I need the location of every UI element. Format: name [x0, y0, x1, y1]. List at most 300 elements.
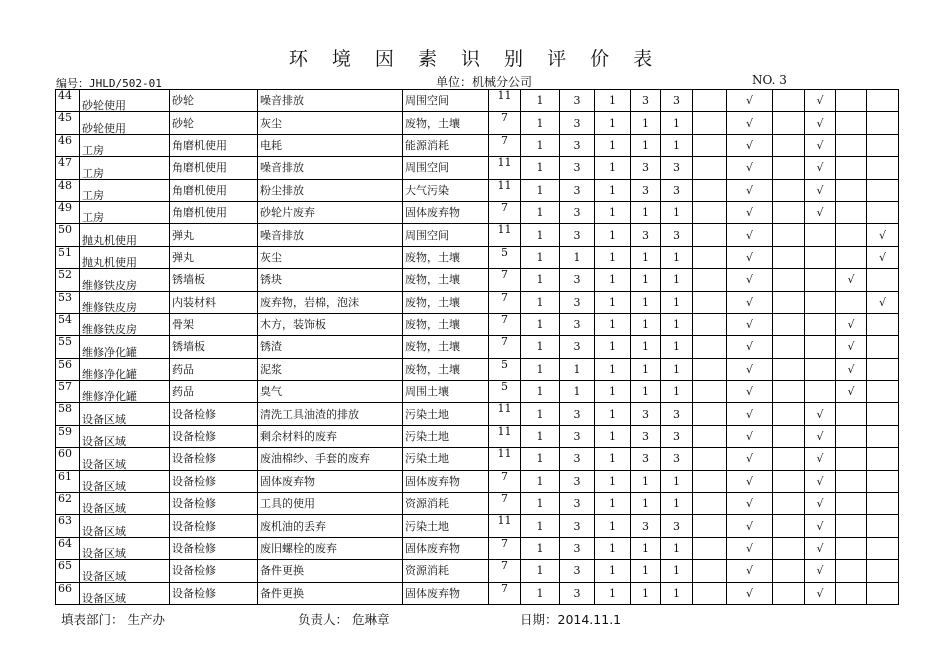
criterion-d-cell: 1	[631, 246, 661, 268]
mark-d-cell	[836, 403, 867, 425]
evaluation-table	[55, 89, 899, 605]
row-number: 62	[56, 493, 80, 515]
score-cell: 11	[489, 224, 521, 246]
criterion-a-cell: 1	[521, 537, 560, 559]
mark-b-cell	[773, 403, 805, 425]
mark-c-cell: √	[805, 515, 836, 537]
table-row	[56, 246, 899, 268]
criterion-c-cell: 1	[595, 560, 631, 582]
criterion-d-cell: 1	[631, 313, 661, 335]
criterion-d-cell: 1	[631, 381, 661, 403]
score-cell: 11	[489, 157, 521, 179]
table-row	[56, 201, 899, 223]
area-cell: 设备区域	[80, 448, 170, 470]
mark-e-cell	[867, 134, 899, 156]
row-number: 48	[56, 179, 80, 201]
criterion-c-cell: 1	[595, 246, 631, 268]
mark-c-cell	[805, 269, 836, 291]
criterion-a-cell: 1	[521, 381, 560, 403]
blank-cell	[693, 112, 727, 134]
document-title: 环 境 因 素 识 别 评 价 表	[288, 48, 662, 70]
criterion-a-cell: 1	[521, 336, 560, 358]
criterion-b-cell: 3	[560, 470, 595, 492]
mark-c-cell: √	[805, 537, 836, 559]
row-number: 53	[56, 291, 80, 313]
criterion-b-cell: 3	[560, 582, 595, 604]
mark-d-cell	[836, 179, 867, 201]
table-row	[56, 179, 899, 201]
footer-responsible: 负责人： 危琳章	[298, 612, 390, 627]
row-number: 58	[56, 403, 80, 425]
area-cell: 设备区域	[80, 560, 170, 582]
factor-cell: 粉尘排放	[258, 179, 403, 201]
mark-b-cell	[773, 291, 805, 313]
criterion-e-cell: 3	[661, 448, 693, 470]
area-cell: 设备区域	[80, 493, 170, 515]
blank-cell	[693, 537, 727, 559]
table-row	[56, 358, 899, 380]
mark-e-cell: √	[867, 291, 899, 313]
area-cell: 维修净化罐	[80, 381, 170, 403]
activity-cell: 内装材料	[170, 291, 258, 313]
mark-a-cell: √	[727, 448, 773, 470]
mark-a-cell: √	[727, 246, 773, 268]
mark-a-cell: √	[727, 157, 773, 179]
factor-cell: 锈块	[258, 269, 403, 291]
criterion-b-cell: 3	[560, 336, 595, 358]
criterion-b-cell: 3	[560, 134, 595, 156]
criterion-d-cell: 1	[631, 201, 661, 223]
criterion-e-cell: 3	[661, 224, 693, 246]
area-cell: 工房	[80, 179, 170, 201]
mark-b-cell	[773, 112, 805, 134]
mark-e-cell	[867, 381, 899, 403]
score-cell: 7	[489, 269, 521, 291]
row-number: 56	[56, 358, 80, 380]
mark-d-cell	[836, 112, 867, 134]
mark-a-cell: √	[727, 515, 773, 537]
activity-cell: 角磨机使用	[170, 157, 258, 179]
impact-cell: 污染土地	[403, 403, 489, 425]
area-cell: 维修铁皮房	[80, 291, 170, 313]
criterion-d-cell: 3	[631, 515, 661, 537]
table-row	[56, 493, 899, 515]
criterion-e-cell: 1	[661, 269, 693, 291]
criterion-b-cell: 3	[560, 537, 595, 559]
criterion-b-cell: 3	[560, 403, 595, 425]
mark-a-cell: √	[727, 403, 773, 425]
criterion-e-cell: 1	[661, 493, 693, 515]
criterion-d-cell: 1	[631, 112, 661, 134]
blank-cell	[693, 515, 727, 537]
area-cell: 设备区域	[80, 425, 170, 447]
factor-cell: 工具的使用	[258, 493, 403, 515]
activity-cell: 砂轮	[170, 90, 258, 112]
criterion-c-cell: 1	[595, 381, 631, 403]
impact-cell: 废物，土壤	[403, 269, 489, 291]
blank-cell	[693, 291, 727, 313]
mark-e-cell	[867, 90, 899, 112]
mark-a-cell: √	[727, 112, 773, 134]
score-cell: 7	[489, 201, 521, 223]
criterion-c-cell: 1	[595, 313, 631, 335]
criterion-d-cell: 1	[631, 291, 661, 313]
row-number: 60	[56, 448, 80, 470]
criterion-e-cell: 1	[661, 582, 693, 604]
impact-cell: 周围空间	[403, 157, 489, 179]
blank-cell	[693, 358, 727, 380]
area-cell: 设备区域	[80, 403, 170, 425]
mark-a-cell: √	[727, 493, 773, 515]
criterion-c-cell: 1	[595, 425, 631, 447]
mark-d-cell	[836, 515, 867, 537]
blank-cell	[693, 470, 727, 492]
blank-cell	[693, 224, 727, 246]
score-cell: 11	[489, 515, 521, 537]
impact-cell: 周围土壤	[403, 381, 489, 403]
criterion-d-cell: 1	[631, 358, 661, 380]
criterion-a-cell: 1	[521, 246, 560, 268]
row-number: 50	[56, 224, 80, 246]
footer-date: 日期：2014.11.1	[520, 612, 622, 627]
mark-e-cell	[867, 336, 899, 358]
criterion-b-cell: 3	[560, 201, 595, 223]
impact-cell: 大气污染	[403, 179, 489, 201]
criterion-d-cell: 3	[631, 403, 661, 425]
blank-cell	[693, 425, 727, 447]
criterion-c-cell: 1	[595, 90, 631, 112]
mark-e-cell	[867, 157, 899, 179]
row-number: 44	[56, 90, 80, 112]
mark-b-cell	[773, 179, 805, 201]
criterion-a-cell: 1	[521, 448, 560, 470]
activity-cell: 设备检修	[170, 448, 258, 470]
mark-c-cell	[805, 358, 836, 380]
score-cell: 7	[489, 537, 521, 559]
criterion-c-cell: 1	[595, 134, 631, 156]
mark-a-cell: √	[727, 201, 773, 223]
mark-a-cell: √	[727, 425, 773, 447]
mark-e-cell	[867, 515, 899, 537]
area-cell: 砂轮使用	[80, 112, 170, 134]
criterion-a-cell: 1	[521, 515, 560, 537]
factor-cell: 清洗工具油渣的排放	[258, 403, 403, 425]
mark-b-cell	[773, 425, 805, 447]
row-number: 46	[56, 134, 80, 156]
criterion-c-cell: 1	[595, 448, 631, 470]
criterion-e-cell: 1	[661, 358, 693, 380]
activity-cell: 设备检修	[170, 537, 258, 559]
criterion-a-cell: 1	[521, 425, 560, 447]
impact-cell: 固体废弃物	[403, 582, 489, 604]
activity-cell: 骨架	[170, 313, 258, 335]
table-row	[56, 90, 899, 112]
mark-c-cell	[805, 381, 836, 403]
criterion-c-cell: 1	[595, 179, 631, 201]
criterion-d-cell: 1	[631, 470, 661, 492]
row-number: 63	[56, 515, 80, 537]
mark-b-cell	[773, 448, 805, 470]
mark-c-cell: √	[805, 90, 836, 112]
mark-d-cell	[836, 201, 867, 223]
mark-a-cell: √	[727, 470, 773, 492]
impact-cell: 周围空间	[403, 224, 489, 246]
impact-cell: 污染土地	[403, 515, 489, 537]
criterion-e-cell: 1	[661, 336, 693, 358]
impact-cell: 资源消耗	[403, 493, 489, 515]
factor-cell: 木方，装饰板	[258, 313, 403, 335]
document-unit: 单位：机械分公司	[436, 75, 533, 89]
area-cell: 设备区域	[80, 515, 170, 537]
activity-cell: 锈墙板	[170, 336, 258, 358]
blank-cell	[693, 201, 727, 223]
area-cell: 工房	[80, 157, 170, 179]
blank-cell	[693, 381, 727, 403]
criterion-c-cell: 1	[595, 269, 631, 291]
mark-c-cell	[805, 291, 836, 313]
footer-department: 填表部门： 生产办	[61, 612, 165, 627]
mark-b-cell	[773, 381, 805, 403]
mark-a-cell: √	[727, 358, 773, 380]
mark-b-cell	[773, 515, 805, 537]
activity-cell: 设备检修	[170, 425, 258, 447]
mark-c-cell: √	[805, 179, 836, 201]
criterion-e-cell: 1	[661, 470, 693, 492]
mark-b-cell	[773, 134, 805, 156]
mark-c-cell: √	[805, 448, 836, 470]
criterion-e-cell: 1	[661, 246, 693, 268]
table-row	[56, 313, 899, 335]
mark-b-cell	[773, 246, 805, 268]
score-cell: 5	[489, 358, 521, 380]
mark-a-cell: √	[727, 381, 773, 403]
criterion-c-cell: 1	[595, 112, 631, 134]
score-cell: 7	[489, 291, 521, 313]
criterion-e-cell: 1	[661, 201, 693, 223]
mark-c-cell: √	[805, 157, 836, 179]
activity-cell: 设备检修	[170, 470, 258, 492]
criterion-e-cell: 1	[661, 291, 693, 313]
mark-e-cell	[867, 112, 899, 134]
table-row	[56, 425, 899, 447]
table-row	[56, 112, 899, 134]
activity-cell: 角磨机使用	[170, 134, 258, 156]
criterion-b-cell: 3	[560, 90, 595, 112]
score-cell: 7	[489, 134, 521, 156]
criterion-c-cell: 1	[595, 291, 631, 313]
mark-c-cell: √	[805, 560, 836, 582]
mark-a-cell: √	[727, 582, 773, 604]
factor-cell: 灰尘	[258, 112, 403, 134]
blank-cell	[693, 313, 727, 335]
score-cell: 7	[489, 112, 521, 134]
criterion-b-cell: 3	[560, 493, 595, 515]
blank-cell	[693, 560, 727, 582]
factor-cell: 电耗	[258, 134, 403, 156]
mark-a-cell: √	[727, 179, 773, 201]
criterion-c-cell: 1	[595, 515, 631, 537]
activity-cell: 设备检修	[170, 582, 258, 604]
criterion-d-cell: 3	[631, 157, 661, 179]
mark-d-cell: √	[836, 358, 867, 380]
impact-cell: 污染土地	[403, 425, 489, 447]
activity-cell: 设备检修	[170, 515, 258, 537]
mark-b-cell	[773, 537, 805, 559]
mark-d-cell	[836, 157, 867, 179]
mark-e-cell	[867, 582, 899, 604]
row-number: 51	[56, 246, 80, 268]
criterion-a-cell: 1	[521, 493, 560, 515]
factor-cell: 废弃物，岩棉，泡沫	[258, 291, 403, 313]
mark-c-cell: √	[805, 582, 836, 604]
mark-d-cell: √	[836, 269, 867, 291]
table-row	[56, 537, 899, 559]
table-row	[56, 269, 899, 291]
mark-a-cell: √	[727, 134, 773, 156]
factor-cell: 噪音排放	[258, 90, 403, 112]
mark-b-cell	[773, 90, 805, 112]
factor-cell: 臭气	[258, 381, 403, 403]
mark-e-cell	[867, 201, 899, 223]
activity-cell: 锈墙板	[170, 269, 258, 291]
factor-cell: 备件更换	[258, 582, 403, 604]
mark-d-cell	[836, 224, 867, 246]
mark-e-cell	[867, 179, 899, 201]
criterion-c-cell: 1	[595, 403, 631, 425]
criterion-a-cell: 1	[521, 224, 560, 246]
criterion-b-cell: 1	[560, 381, 595, 403]
mark-e-cell: √	[867, 246, 899, 268]
score-cell: 11	[489, 90, 521, 112]
criterion-d-cell: 1	[631, 582, 661, 604]
mark-e-cell	[867, 358, 899, 380]
criterion-b-cell: 3	[560, 157, 595, 179]
criterion-d-cell: 3	[631, 179, 661, 201]
row-number: 57	[56, 381, 80, 403]
mark-e-cell: √	[867, 224, 899, 246]
activity-cell: 角磨机使用	[170, 201, 258, 223]
impact-cell: 固体废弃物	[403, 537, 489, 559]
table-row	[56, 560, 899, 582]
impact-cell: 废物，土壤	[403, 336, 489, 358]
row-number: 49	[56, 201, 80, 223]
criterion-e-cell: 1	[661, 381, 693, 403]
mark-d-cell: √	[836, 381, 867, 403]
criterion-a-cell: 1	[521, 358, 560, 380]
mark-b-cell	[773, 358, 805, 380]
impact-cell: 资源消耗	[403, 560, 489, 582]
blank-cell	[693, 90, 727, 112]
impact-cell: 废物，土壤	[403, 358, 489, 380]
activity-cell: 设备检修	[170, 560, 258, 582]
table-row	[56, 448, 899, 470]
mark-c-cell	[805, 313, 836, 335]
impact-cell: 废物，土壤	[403, 246, 489, 268]
criterion-e-cell: 1	[661, 537, 693, 559]
mark-d-cell: √	[836, 313, 867, 335]
criterion-b-cell: 3	[560, 560, 595, 582]
mark-e-cell	[867, 537, 899, 559]
factor-cell: 噪音排放	[258, 224, 403, 246]
mark-c-cell: √	[805, 403, 836, 425]
criterion-d-cell: 1	[631, 537, 661, 559]
criterion-b-cell: 3	[560, 224, 595, 246]
table-row	[56, 582, 899, 604]
mark-d-cell: √	[836, 336, 867, 358]
mark-d-cell	[836, 582, 867, 604]
area-cell: 设备区域	[80, 582, 170, 604]
mark-d-cell	[836, 90, 867, 112]
mark-d-cell	[836, 425, 867, 447]
factor-cell: 废旧螺栓的废弃	[258, 537, 403, 559]
score-cell: 11	[489, 403, 521, 425]
impact-cell: 废物，土壤	[403, 313, 489, 335]
criterion-c-cell: 1	[595, 157, 631, 179]
impact-cell: 污染土地	[403, 448, 489, 470]
table-row	[56, 515, 899, 537]
mark-c-cell	[805, 246, 836, 268]
factor-cell: 泥浆	[258, 358, 403, 380]
mark-c-cell	[805, 336, 836, 358]
score-cell: 11	[489, 425, 521, 447]
area-cell: 维修铁皮房	[80, 313, 170, 335]
table-row	[56, 224, 899, 246]
criterion-e-cell: 3	[661, 157, 693, 179]
criterion-a-cell: 1	[521, 291, 560, 313]
criterion-d-cell: 3	[631, 425, 661, 447]
mark-e-cell	[867, 403, 899, 425]
factor-cell: 备件更换	[258, 560, 403, 582]
area-cell: 设备区域	[80, 537, 170, 559]
row-number: 47	[56, 157, 80, 179]
criterion-c-cell: 1	[595, 336, 631, 358]
criterion-d-cell: 1	[631, 269, 661, 291]
area-cell: 砂轮使用	[80, 90, 170, 112]
activity-cell: 角磨机使用	[170, 179, 258, 201]
criterion-d-cell: 3	[631, 448, 661, 470]
blank-cell	[693, 336, 727, 358]
blank-cell	[693, 448, 727, 470]
mark-e-cell	[867, 313, 899, 335]
criterion-a-cell: 1	[521, 403, 560, 425]
row-number: 64	[56, 537, 80, 559]
criterion-c-cell: 1	[595, 224, 631, 246]
criterion-c-cell: 1	[595, 201, 631, 223]
score-cell: 5	[489, 381, 521, 403]
activity-cell: 弹丸	[170, 224, 258, 246]
mark-b-cell	[773, 157, 805, 179]
criterion-a-cell: 1	[521, 269, 560, 291]
blank-cell	[693, 157, 727, 179]
mark-b-cell	[773, 493, 805, 515]
factor-cell: 锈渣	[258, 336, 403, 358]
criterion-e-cell: 1	[661, 313, 693, 335]
impact-cell: 废物，土壤	[403, 291, 489, 313]
table-row	[56, 157, 899, 179]
criterion-b-cell: 3	[560, 448, 595, 470]
blank-cell	[693, 134, 727, 156]
criterion-b-cell: 3	[560, 291, 595, 313]
area-cell: 维修铁皮房	[80, 269, 170, 291]
criterion-b-cell: 3	[560, 112, 595, 134]
criterion-c-cell: 1	[595, 470, 631, 492]
activity-cell: 设备检修	[170, 493, 258, 515]
mark-c-cell: √	[805, 112, 836, 134]
criterion-a-cell: 1	[521, 470, 560, 492]
mark-d-cell	[836, 246, 867, 268]
mark-d-cell	[836, 560, 867, 582]
mark-b-cell	[773, 560, 805, 582]
